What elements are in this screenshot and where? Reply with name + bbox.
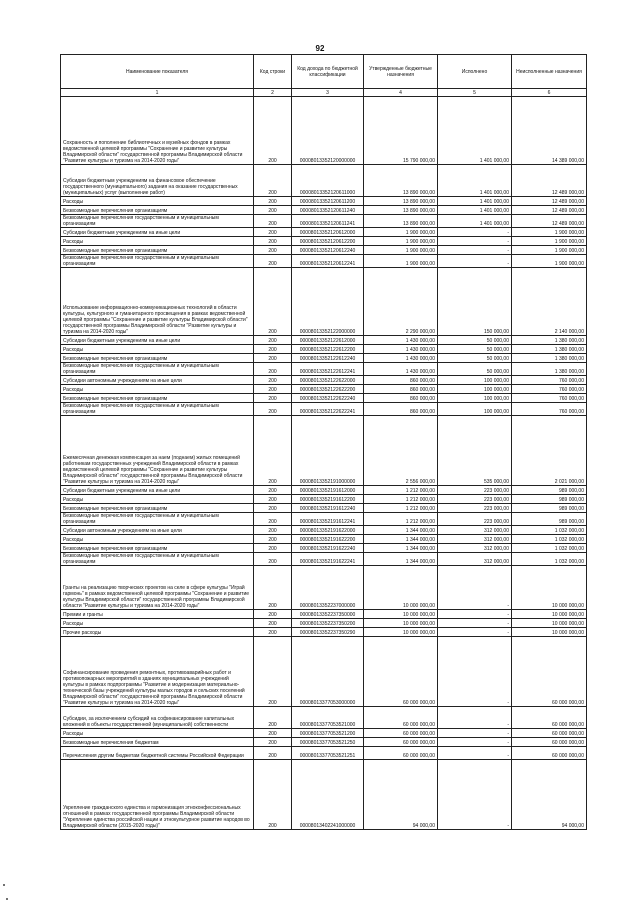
cell-line: 200 xyxy=(254,394,292,403)
cell-approved: 60 000 000,00 xyxy=(364,729,438,738)
table-row xyxy=(61,495,587,504)
table-row xyxy=(61,215,587,228)
cell-code: 00008013352237350290 xyxy=(292,628,364,637)
cell-unexecuted: 12 489 000,00 xyxy=(512,197,587,206)
cell-executed: 100 000,00 xyxy=(438,376,512,385)
cell-line: 200 xyxy=(254,336,292,345)
cell-approved: 1 900 000,00 xyxy=(364,246,438,255)
cell-unexecuted: 1 380 000,00 xyxy=(512,354,587,363)
cell-name: Расходы xyxy=(61,197,254,206)
cell-code: 00008013352122622000 xyxy=(292,376,364,385)
cell-executed: 50 000,00 xyxy=(438,363,512,376)
cell-code: 00008013352122000000 xyxy=(292,268,364,336)
cell-executed: 100 000,00 xyxy=(438,403,512,416)
cell-name: Расходы xyxy=(61,345,254,354)
cell-code: 00008013352237000000 xyxy=(292,566,364,610)
cell-unexecuted: 12 489 000,00 xyxy=(512,165,587,197)
cell-name: Безвозмездные перечисления государственным и муниципальным организациям xyxy=(61,513,254,526)
table-row xyxy=(61,486,587,495)
cell-unexecuted: 60 000 000,00 xyxy=(512,637,587,707)
column-index: 5 xyxy=(438,89,512,97)
cell-line: 200 xyxy=(254,610,292,619)
cell-line: 200 xyxy=(254,486,292,495)
cell-executed: 312 000,00 xyxy=(438,553,512,566)
cell-line: 200 xyxy=(254,707,292,729)
cell-line: 200 xyxy=(254,255,292,268)
cell-line: 200 xyxy=(254,354,292,363)
scan-speck xyxy=(3,884,5,886)
cell-line: 200 xyxy=(254,760,292,830)
cell-executed: - xyxy=(438,729,512,738)
cell-approved: 860 000,00 xyxy=(364,385,438,394)
cell-code: 00008013352191612240 xyxy=(292,504,364,513)
cell-approved: 860 000,00 xyxy=(364,394,438,403)
cell-line: 200 xyxy=(254,345,292,354)
cell-code: 00008013352191622240 xyxy=(292,544,364,553)
cell-unexecuted: 1 380 000,00 xyxy=(512,336,587,345)
cell-executed: - xyxy=(438,707,512,729)
cell-line: 200 xyxy=(254,363,292,376)
cell-code: 00008013352191612200 xyxy=(292,495,364,504)
cell-name: Безвозмездные перечисления государственным и муниципальным организациям xyxy=(61,215,254,228)
cell-code: 00008013377053521200 xyxy=(292,729,364,738)
cell-approved: 13 890 000,00 xyxy=(364,206,438,215)
table-row xyxy=(61,610,587,619)
cell-approved: 1 900 000,00 xyxy=(364,228,438,237)
cell-approved: 2 290 000,00 xyxy=(364,268,438,336)
cell-line: 200 xyxy=(254,237,292,246)
cell-code: 00008013352191622200 xyxy=(292,535,364,544)
table-row xyxy=(61,760,587,830)
cell-name: Безвозмездные перечисления государственным и муниципальным организациям xyxy=(61,363,254,376)
cell-code: 00008013352122612241 xyxy=(292,363,364,376)
cell-approved: 13 890 000,00 xyxy=(364,197,438,206)
cell-approved: 1 430 000,00 xyxy=(364,336,438,345)
cell-executed: - xyxy=(438,628,512,637)
cell-executed: - xyxy=(438,228,512,237)
cell-approved: 1 212 000,00 xyxy=(364,513,438,526)
table-row xyxy=(61,394,587,403)
cell-executed: 50 000,00 xyxy=(438,354,512,363)
table-row xyxy=(61,336,587,345)
cell-approved: 1 430 000,00 xyxy=(364,354,438,363)
cell-name: Безвозмездные перечисления государственным и муниципальным организациям xyxy=(61,403,254,416)
cell-code: 00008013352237350000 xyxy=(292,610,364,619)
cell-unexecuted: 10 000 000,00 xyxy=(512,610,587,619)
cell-approved: 1 430 000,00 xyxy=(364,363,438,376)
cell-line: 200 xyxy=(254,513,292,526)
cell-line: 200 xyxy=(254,246,292,255)
cell-executed: - xyxy=(438,610,512,619)
cell-code: 00008013352120612240 xyxy=(292,246,364,255)
cell-name: Гранты на реализацию творческих проектов на селе в сфере культуры "Играй гармонь" в рамках ведомственной целевой программы "Сохранение и развитие культуры Владимирской области" государственной программы Владимирской области "Развитие культуры и туризма на 2014-2020 годы" xyxy=(61,566,254,610)
cell-approved: 13 890 000,00 xyxy=(364,215,438,228)
cell-line: 200 xyxy=(254,206,292,215)
cell-code: 00008013352120611240 xyxy=(292,206,364,215)
cell-code: 00008013352120612241 xyxy=(292,255,364,268)
cell-name: Расходы xyxy=(61,619,254,628)
table-row xyxy=(61,553,587,566)
cell-name: Безвозмездные перечисления организациям xyxy=(61,394,254,403)
cell-unexecuted: 1 380 000,00 xyxy=(512,345,587,354)
cell-name: Ежемесячная денежная компенсация за наем (поднаем) жилых помещений работникам государственных учреждений Владимирской области в рамках ведомственной целевой программы "Сохранение и развитие культуры Владимирской области" государственной программы Владимирской области "Развитие культуры и туризма на 2014-2020 годы" xyxy=(61,416,254,486)
table-row xyxy=(61,354,587,363)
cell-code: 00008013352237350200 xyxy=(292,619,364,628)
cell-approved: 2 556 000,00 xyxy=(364,416,438,486)
cell-name: Безвозмездные перечисления государственным и муниципальным организациям xyxy=(61,255,254,268)
cell-approved: 1 212 000,00 xyxy=(364,486,438,495)
cell-unexecuted: 760 000,00 xyxy=(512,385,587,394)
cell-approved: 1 212 000,00 xyxy=(364,504,438,513)
cell-executed: - xyxy=(438,738,512,747)
cell-name: Расходы xyxy=(61,729,254,738)
cell-unexecuted: 1 900 000,00 xyxy=(512,246,587,255)
cell-approved: 1 212 000,00 xyxy=(364,495,438,504)
cell-code: 00008013352191612000 xyxy=(292,486,364,495)
cell-code: 00008013352120612000 xyxy=(292,228,364,237)
table-row xyxy=(61,526,587,535)
cell-name: Софинансирование проведения ремонтных, противоаварийных работ и противопожарных мероприятий в зданиях муниципальных учреждений культуры в рамках подпрограммы "Развитие и модернизация материально-технической базы учреждений культуры малых городов и сельских поселений Владимирской области" государственной программы Владимирской области "Развитие культуры и туризма на 2014-2020 годы" xyxy=(61,637,254,707)
cell-line: 200 xyxy=(254,403,292,416)
cell-name: Субсидии, за исключением субсидий на софинансирование капитальных вложений в объекты государственной (муниципальной) собственности xyxy=(61,707,254,729)
table-row xyxy=(61,268,587,336)
cell-unexecuted: 60 000 000,00 xyxy=(512,738,587,747)
cell-name: Субсидии бюджетным учреждениям на иные цели xyxy=(61,336,254,345)
cell-code: 00008013352120611200 xyxy=(292,197,364,206)
cell-executed: 1 401 000,00 xyxy=(438,206,512,215)
cell-approved: 860 000,00 xyxy=(364,376,438,385)
cell-code: 00008013377053521250 xyxy=(292,738,364,747)
table-row xyxy=(61,637,587,707)
cell-executed: 535 000,00 xyxy=(438,416,512,486)
table-row xyxy=(61,228,587,237)
cell-approved: 1 344 000,00 xyxy=(364,526,438,535)
cell-unexecuted: 989 000,00 xyxy=(512,504,587,513)
column-index: 3 xyxy=(292,89,364,97)
cell-code: 00008013402241000000 xyxy=(292,760,364,830)
cell-line: 200 xyxy=(254,504,292,513)
cell-code: 00008013352120612200 xyxy=(292,237,364,246)
cell-unexecuted: 94 000,00 xyxy=(512,760,587,830)
cell-unexecuted: 1 900 000,00 xyxy=(512,255,587,268)
cell-approved: 13 890 000,00 xyxy=(364,165,438,197)
cell-code: 00008013352120000000 xyxy=(292,97,364,165)
cell-unexecuted: 760 000,00 xyxy=(512,394,587,403)
table-row xyxy=(61,738,587,747)
table-row xyxy=(61,513,587,526)
cell-line: 200 xyxy=(254,197,292,206)
cell-name: Премии и гранты xyxy=(61,610,254,619)
scan-speck xyxy=(6,898,8,900)
table-row xyxy=(61,345,587,354)
header-executed: Исполнено xyxy=(438,55,512,89)
cell-name: Укрепление гражданского единства и гармонизация этноконфессиональных отношений в рамках государственной программы Владимирской области "Укрепление единства российской нации и этнокультурное развитие народов во Владимирской области (2015-2020 годы)" xyxy=(61,760,254,830)
table-row xyxy=(61,97,587,165)
cell-unexecuted: 1 032 000,00 xyxy=(512,535,587,544)
cell-line: 200 xyxy=(254,268,292,336)
cell-line: 200 xyxy=(254,97,292,165)
cell-code: 00008013352191000000 xyxy=(292,416,364,486)
cell-unexecuted: 14 389 000,00 xyxy=(512,97,587,165)
header-approved: Утвержденные бюджетные назначения xyxy=(364,55,438,89)
cell-unexecuted: 989 000,00 xyxy=(512,513,587,526)
cell-name: Перечисления другим бюджетам бюджетной системы Российской Федерации xyxy=(61,747,254,760)
cell-executed: 50 000,00 xyxy=(438,345,512,354)
cell-code: 00008013352191622241 xyxy=(292,553,364,566)
cell-executed: 100 000,00 xyxy=(438,394,512,403)
column-index: 1 xyxy=(61,89,254,97)
cell-name: Использование информационно-коммуникационных технологий в области культуры, культурного и гуманитарного просвещения в рамках ведомственной целевой программы "Сохранение и развитие культуры Владимирской области" государственной программы Владимирской области "Развитие культуры и туризма на 2014-2020 годы" xyxy=(61,268,254,336)
cell-code: 00008013352122612240 xyxy=(292,354,364,363)
cell-unexecuted: 60 000 000,00 xyxy=(512,707,587,729)
cell-executed: 223 000,00 xyxy=(438,486,512,495)
cell-name: Безвозмездные перечисления организациям xyxy=(61,544,254,553)
cell-name: Расходы xyxy=(61,237,254,246)
cell-unexecuted: 1 032 000,00 xyxy=(512,553,587,566)
header-line-code: Код строки xyxy=(254,55,292,89)
cell-unexecuted: 760 000,00 xyxy=(512,403,587,416)
header-name: Наименование показателя xyxy=(61,55,254,89)
cell-name: Расходы xyxy=(61,495,254,504)
cell-line: 200 xyxy=(254,544,292,553)
cell-approved: 60 000 000,00 xyxy=(364,707,438,729)
cell-line: 200 xyxy=(254,526,292,535)
cell-code: 00008013352191622000 xyxy=(292,526,364,535)
cell-approved: 860 000,00 xyxy=(364,403,438,416)
cell-executed: 1 401 000,00 xyxy=(438,97,512,165)
cell-executed: - xyxy=(438,747,512,760)
cell-name: Расходы xyxy=(61,535,254,544)
column-index: 6 xyxy=(512,89,587,97)
cell-name: Безвозмездные перечисления организациям xyxy=(61,354,254,363)
cell-code: 00008013377053521251 xyxy=(292,747,364,760)
cell-code: 00008013377053000000 xyxy=(292,637,364,707)
cell-executed: - xyxy=(438,637,512,707)
cell-name: Безвозмездные перечисления организациям xyxy=(61,206,254,215)
cell-name: Субсидии бюджетным учреждениям на иные цели xyxy=(61,228,254,237)
column-index: 4 xyxy=(364,89,438,97)
table-row xyxy=(61,165,587,197)
cell-name: Безвозмездные перечисления государственным и муниципальным организациям xyxy=(61,553,254,566)
cell-name: Субсидии бюджетным учреждениям на финансовое обеспечение государственного (муниципального) задания на оказание государственных (муниципальных) услуг (выполнение работ) xyxy=(61,165,254,197)
cell-approved: 1 430 000,00 xyxy=(364,345,438,354)
page-number: 92 xyxy=(315,44,325,53)
cell-line: 200 xyxy=(254,228,292,237)
cell-unexecuted: 12 489 000,00 xyxy=(512,215,587,228)
cell-code: 00008013352122622240 xyxy=(292,394,364,403)
cell-unexecuted: 10 000 000,00 xyxy=(512,566,587,610)
table-row xyxy=(61,504,587,513)
cell-name: Сохранность и пополнение библиотечных и музейных фондов в рамках ведомственной целевой программы "Сохранение и развитие культуры Владимирской области" государственной программы Владимирской области "Развитие культуры и туризма на 2014-2020 годы" xyxy=(61,97,254,165)
cell-line: 200 xyxy=(254,637,292,707)
header-unexecuted: Неисполненные назначения xyxy=(512,55,587,89)
cell-line: 200 xyxy=(254,566,292,610)
cell-name: Субсидии автономным учреждениям на иные цели xyxy=(61,526,254,535)
cell-line: 200 xyxy=(254,738,292,747)
cell-approved: 10 000 000,00 xyxy=(364,610,438,619)
cell-unexecuted: 1 380 000,00 xyxy=(512,363,587,376)
table-row xyxy=(61,628,587,637)
cell-code: 00008013352120611241 xyxy=(292,215,364,228)
cell-line: 200 xyxy=(254,385,292,394)
cell-executed: - xyxy=(438,246,512,255)
cell-unexecuted: 1 900 000,00 xyxy=(512,228,587,237)
cell-approved: 15 790 000,00 xyxy=(364,97,438,165)
cell-code: 00008013352120611000 xyxy=(292,165,364,197)
cell-executed: 223 000,00 xyxy=(438,513,512,526)
table-row xyxy=(61,246,587,255)
table-row xyxy=(61,707,587,729)
cell-line: 200 xyxy=(254,628,292,637)
cell-executed: 223 000,00 xyxy=(438,504,512,513)
cell-unexecuted: 10 000 000,00 xyxy=(512,628,587,637)
cell-unexecuted: 1 900 000,00 xyxy=(512,237,587,246)
cell-executed: - xyxy=(438,619,512,628)
cell-name: Субсидии бюджетным учреждениям на иные цели xyxy=(61,486,254,495)
cell-unexecuted: 60 000 000,00 xyxy=(512,729,587,738)
cell-executed: 50 000,00 xyxy=(438,336,512,345)
cell-name: Расходы xyxy=(61,385,254,394)
cell-executed: - xyxy=(438,255,512,268)
cell-unexecuted: 2 021 000,00 xyxy=(512,416,587,486)
cell-name: Безвозмездные перечисления организациям xyxy=(61,504,254,513)
cell-name: Прочие расходы xyxy=(61,628,254,637)
cell-approved: 94 000,00 xyxy=(364,760,438,830)
table-row xyxy=(61,385,587,394)
cell-unexecuted: 10 000 000,00 xyxy=(512,619,587,628)
cell-unexecuted: 60 000 000,00 xyxy=(512,747,587,760)
column-index-row xyxy=(61,89,587,97)
cell-line: 200 xyxy=(254,165,292,197)
cell-executed: 100 000,00 xyxy=(438,385,512,394)
cell-executed: 1 401 000,00 xyxy=(438,215,512,228)
cell-executed: - xyxy=(438,566,512,610)
cell-name: Субсидии автономным учреждениям на иные цели xyxy=(61,376,254,385)
cell-name: Безвозмездные перечисления организациям xyxy=(61,246,254,255)
cell-executed: - xyxy=(438,237,512,246)
cell-unexecuted: 1 032 000,00 xyxy=(512,544,587,553)
cell-approved: 1 344 000,00 xyxy=(364,544,438,553)
table-row xyxy=(61,255,587,268)
cell-approved: 10 000 000,00 xyxy=(364,566,438,610)
cell-line: 200 xyxy=(254,416,292,486)
table-row xyxy=(61,376,587,385)
cell-approved: 10 000 000,00 xyxy=(364,619,438,628)
table-row xyxy=(61,535,587,544)
table-row xyxy=(61,729,587,738)
cell-executed: - xyxy=(438,760,512,830)
cell-code: 00008013352122612000 xyxy=(292,336,364,345)
cell-approved: 60 000 000,00 xyxy=(364,738,438,747)
cell-line: 200 xyxy=(254,747,292,760)
column-index: 2 xyxy=(254,89,292,97)
cell-executed: 150 000,00 xyxy=(438,268,512,336)
cell-unexecuted: 760 000,00 xyxy=(512,376,587,385)
budget-execution-table xyxy=(60,54,587,830)
cell-line: 200 xyxy=(254,729,292,738)
cell-executed: 312 000,00 xyxy=(438,535,512,544)
cell-approved: 10 000 000,00 xyxy=(364,628,438,637)
cell-executed: 223 000,00 xyxy=(438,495,512,504)
cell-code: 00008013352122622241 xyxy=(292,403,364,416)
cell-unexecuted: 12 489 000,00 xyxy=(512,206,587,215)
cell-approved: 60 000 000,00 xyxy=(364,637,438,707)
cell-line: 200 xyxy=(254,619,292,628)
table-row xyxy=(61,403,587,416)
table-row xyxy=(61,544,587,553)
table-row xyxy=(61,416,587,486)
table-row xyxy=(61,197,587,206)
cell-code: 00008013352122622200 xyxy=(292,385,364,394)
cell-approved: 1 344 000,00 xyxy=(364,553,438,566)
table-row xyxy=(61,363,587,376)
cell-executed: 1 401 000,00 xyxy=(438,165,512,197)
cell-unexecuted: 2 140 000,00 xyxy=(512,268,587,336)
header-row xyxy=(61,55,587,89)
table-row xyxy=(61,237,587,246)
cell-approved: 1 344 000,00 xyxy=(364,535,438,544)
cell-line: 200 xyxy=(254,376,292,385)
cell-name: Безвозмездные перечисления бюджетам xyxy=(61,738,254,747)
cell-unexecuted: 989 000,00 xyxy=(512,486,587,495)
table-row xyxy=(61,566,587,610)
cell-executed: 312 000,00 xyxy=(438,544,512,553)
cell-executed: 312 000,00 xyxy=(438,526,512,535)
cell-unexecuted: 1 032 000,00 xyxy=(512,526,587,535)
cell-code: 00008013352122612200 xyxy=(292,345,364,354)
cell-approved: 1 900 000,00 xyxy=(364,255,438,268)
table-row xyxy=(61,619,587,628)
header-income-code: Код дохода по бюджетной классификации xyxy=(292,55,364,89)
table-row xyxy=(61,747,587,760)
cell-executed: 1 401 000,00 xyxy=(438,197,512,206)
cell-line: 200 xyxy=(254,215,292,228)
cell-approved: 1 900 000,00 xyxy=(364,237,438,246)
cell-code: 00008013377053521000 xyxy=(292,707,364,729)
cell-line: 200 xyxy=(254,553,292,566)
cell-unexecuted: 989 000,00 xyxy=(512,495,587,504)
cell-code: 00008013352191612241 xyxy=(292,513,364,526)
cell-line: 200 xyxy=(254,535,292,544)
table-row xyxy=(61,206,587,215)
cell-approved: 60 000 000,00 xyxy=(364,747,438,760)
cell-line: 200 xyxy=(254,495,292,504)
